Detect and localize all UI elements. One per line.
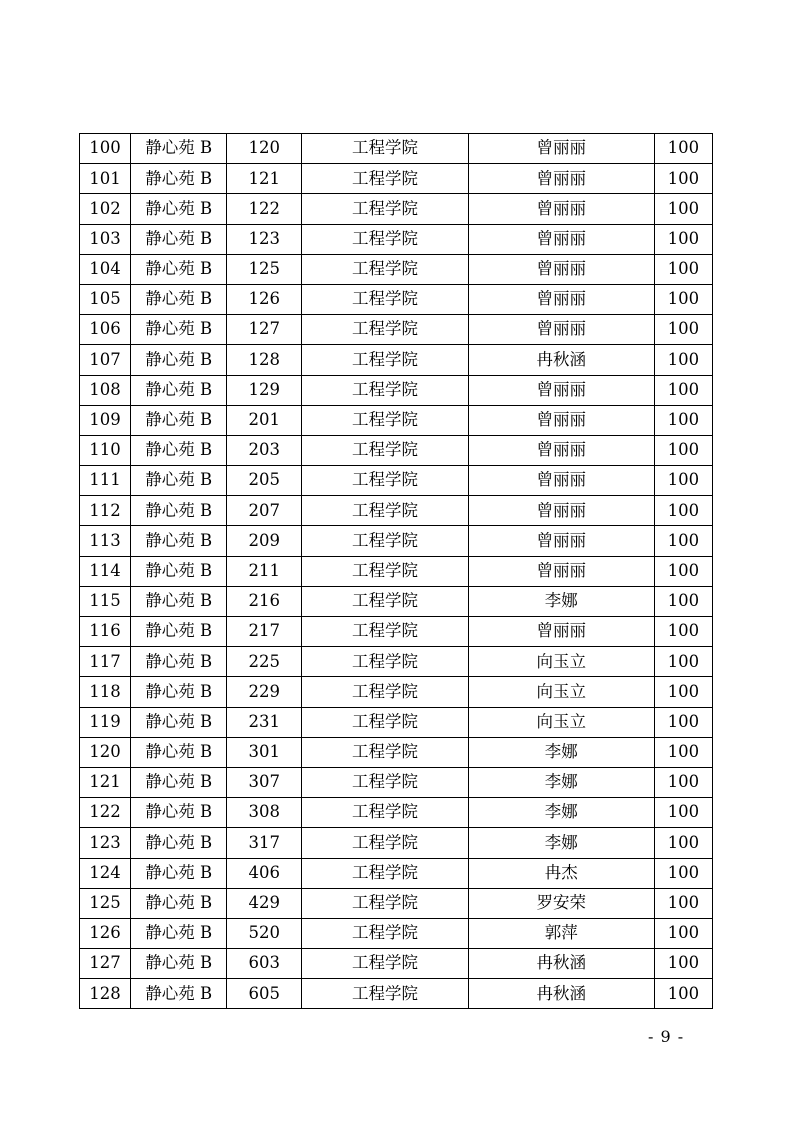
person-name-cell: 曾丽丽 bbox=[468, 315, 654, 345]
table-row bbox=[80, 164, 713, 194]
person-name-cell: 曾丽丽 bbox=[468, 526, 654, 556]
table-row bbox=[80, 466, 713, 496]
table-row bbox=[80, 767, 713, 797]
building-cell: 静心苑 B bbox=[131, 858, 227, 888]
score-cell: 100 bbox=[654, 345, 712, 375]
row-index-cell: 116 bbox=[80, 617, 131, 647]
building-cell: 静心苑 B bbox=[131, 707, 227, 737]
table-row bbox=[80, 949, 713, 979]
room-number-cell: 205 bbox=[227, 466, 302, 496]
table-row bbox=[80, 737, 713, 767]
building-cell: 静心苑 B bbox=[131, 526, 227, 556]
table-row bbox=[80, 979, 713, 1009]
row-index-cell: 126 bbox=[80, 918, 131, 948]
score-cell: 100 bbox=[654, 284, 712, 314]
score-cell: 100 bbox=[654, 224, 712, 254]
college-cell: 工程学院 bbox=[302, 345, 468, 375]
building-cell: 静心苑 B bbox=[131, 315, 227, 345]
college-cell: 工程学院 bbox=[302, 224, 468, 254]
room-number-cell: 301 bbox=[227, 737, 302, 767]
table-row bbox=[80, 798, 713, 828]
college-cell: 工程学院 bbox=[302, 194, 468, 224]
score-cell: 100 bbox=[654, 798, 712, 828]
person-name-cell: 向玉立 bbox=[468, 647, 654, 677]
college-cell: 工程学院 bbox=[302, 979, 468, 1009]
building-cell: 静心苑 B bbox=[131, 134, 227, 164]
building-cell: 静心苑 B bbox=[131, 677, 227, 707]
score-cell: 100 bbox=[654, 707, 712, 737]
room-number-cell: 317 bbox=[227, 828, 302, 858]
score-cell: 100 bbox=[654, 254, 712, 284]
score-cell: 100 bbox=[654, 194, 712, 224]
college-cell: 工程学院 bbox=[302, 526, 468, 556]
room-number-cell: 211 bbox=[227, 556, 302, 586]
building-cell: 静心苑 B bbox=[131, 466, 227, 496]
room-number-cell: 127 bbox=[227, 315, 302, 345]
college-cell: 工程学院 bbox=[302, 828, 468, 858]
room-number-cell: 429 bbox=[227, 888, 302, 918]
college-cell: 工程学院 bbox=[302, 134, 468, 164]
building-cell: 静心苑 B bbox=[131, 737, 227, 767]
row-index-cell: 117 bbox=[80, 647, 131, 677]
college-cell: 工程学院 bbox=[302, 858, 468, 888]
score-cell: 100 bbox=[654, 496, 712, 526]
table-row bbox=[80, 194, 713, 224]
score-cell: 100 bbox=[654, 979, 712, 1009]
person-name-cell: 冉秋涵 bbox=[468, 345, 654, 375]
building-cell: 静心苑 B bbox=[131, 798, 227, 828]
person-name-cell: 冉秋涵 bbox=[468, 979, 654, 1009]
score-cell: 100 bbox=[654, 767, 712, 797]
table-row bbox=[80, 284, 713, 314]
building-cell: 静心苑 B bbox=[131, 345, 227, 375]
row-index-cell: 123 bbox=[80, 828, 131, 858]
person-name-cell: 曾丽丽 bbox=[468, 194, 654, 224]
person-name-cell: 向玉立 bbox=[468, 677, 654, 707]
person-name-cell: 曾丽丽 bbox=[468, 435, 654, 465]
college-cell: 工程学院 bbox=[302, 405, 468, 435]
person-name-cell: 冉杰 bbox=[468, 858, 654, 888]
score-cell: 100 bbox=[654, 405, 712, 435]
table-row bbox=[80, 858, 713, 888]
building-cell: 静心苑 B bbox=[131, 224, 227, 254]
building-cell: 静心苑 B bbox=[131, 164, 227, 194]
building-cell: 静心苑 B bbox=[131, 979, 227, 1009]
college-cell: 工程学院 bbox=[302, 798, 468, 828]
building-cell: 静心苑 B bbox=[131, 918, 227, 948]
table-row bbox=[80, 677, 713, 707]
room-number-cell: 120 bbox=[227, 134, 302, 164]
score-cell: 100 bbox=[654, 435, 712, 465]
row-index-cell: 127 bbox=[80, 949, 131, 979]
college-cell: 工程学院 bbox=[302, 375, 468, 405]
table-row bbox=[80, 315, 713, 345]
row-index-cell: 119 bbox=[80, 707, 131, 737]
score-cell: 100 bbox=[654, 737, 712, 767]
page-number: - 9 - bbox=[648, 1027, 685, 1046]
building-cell: 静心苑 B bbox=[131, 405, 227, 435]
table-row bbox=[80, 888, 713, 918]
building-cell: 静心苑 B bbox=[131, 435, 227, 465]
person-name-cell: 曾丽丽 bbox=[468, 254, 654, 284]
room-number-cell: 122 bbox=[227, 194, 302, 224]
row-index-cell: 105 bbox=[80, 284, 131, 314]
score-cell: 100 bbox=[654, 858, 712, 888]
score-cell: 100 bbox=[654, 918, 712, 948]
score-cell: 100 bbox=[654, 315, 712, 345]
college-cell: 工程学院 bbox=[302, 586, 468, 616]
score-cell: 100 bbox=[654, 375, 712, 405]
table-row bbox=[80, 647, 713, 677]
row-index-cell: 103 bbox=[80, 224, 131, 254]
table-row bbox=[80, 405, 713, 435]
score-cell: 100 bbox=[654, 647, 712, 677]
row-index-cell: 100 bbox=[80, 134, 131, 164]
score-cell: 100 bbox=[654, 526, 712, 556]
person-name-cell: 曾丽丽 bbox=[468, 556, 654, 586]
table-row bbox=[80, 918, 713, 948]
building-cell: 静心苑 B bbox=[131, 375, 227, 405]
row-index-cell: 115 bbox=[80, 586, 131, 616]
table-row bbox=[80, 586, 713, 616]
row-index-cell: 107 bbox=[80, 345, 131, 375]
person-name-cell: 曾丽丽 bbox=[468, 134, 654, 164]
person-name-cell: 李娜 bbox=[468, 767, 654, 797]
score-cell: 100 bbox=[654, 466, 712, 496]
person-name-cell: 罗安荣 bbox=[468, 888, 654, 918]
college-cell: 工程学院 bbox=[302, 707, 468, 737]
person-name-cell: 曾丽丽 bbox=[468, 375, 654, 405]
room-number-cell: 603 bbox=[227, 949, 302, 979]
person-name-cell: 曾丽丽 bbox=[468, 466, 654, 496]
row-index-cell: 114 bbox=[80, 556, 131, 586]
room-number-cell: 229 bbox=[227, 677, 302, 707]
college-cell: 工程学院 bbox=[302, 949, 468, 979]
building-cell: 静心苑 B bbox=[131, 496, 227, 526]
table-row bbox=[80, 707, 713, 737]
table-row bbox=[80, 435, 713, 465]
room-number-cell: 203 bbox=[227, 435, 302, 465]
college-cell: 工程学院 bbox=[302, 737, 468, 767]
person-name-cell: 李娜 bbox=[468, 798, 654, 828]
row-index-cell: 122 bbox=[80, 798, 131, 828]
row-index-cell: 113 bbox=[80, 526, 131, 556]
college-cell: 工程学院 bbox=[302, 435, 468, 465]
person-name-cell: 郭萍 bbox=[468, 918, 654, 948]
college-cell: 工程学院 bbox=[302, 315, 468, 345]
building-cell: 静心苑 B bbox=[131, 617, 227, 647]
college-cell: 工程学院 bbox=[302, 164, 468, 194]
score-cell: 100 bbox=[654, 888, 712, 918]
building-cell: 静心苑 B bbox=[131, 254, 227, 284]
room-number-cell: 123 bbox=[227, 224, 302, 254]
dormitory-score-table bbox=[79, 133, 713, 1009]
score-cell: 100 bbox=[654, 134, 712, 164]
room-number-cell: 209 bbox=[227, 526, 302, 556]
room-number-cell: 128 bbox=[227, 345, 302, 375]
person-name-cell: 李娜 bbox=[468, 586, 654, 616]
room-number-cell: 225 bbox=[227, 647, 302, 677]
college-cell: 工程学院 bbox=[302, 888, 468, 918]
room-number-cell: 307 bbox=[227, 767, 302, 797]
row-index-cell: 124 bbox=[80, 858, 131, 888]
college-cell: 工程学院 bbox=[302, 284, 468, 314]
score-cell: 100 bbox=[654, 586, 712, 616]
college-cell: 工程学院 bbox=[302, 918, 468, 948]
room-number-cell: 406 bbox=[227, 858, 302, 888]
building-cell: 静心苑 B bbox=[131, 647, 227, 677]
room-number-cell: 121 bbox=[227, 164, 302, 194]
row-index-cell: 128 bbox=[80, 979, 131, 1009]
room-number-cell: 201 bbox=[227, 405, 302, 435]
college-cell: 工程学院 bbox=[302, 496, 468, 526]
college-cell: 工程学院 bbox=[302, 617, 468, 647]
row-index-cell: 121 bbox=[80, 767, 131, 797]
building-cell: 静心苑 B bbox=[131, 284, 227, 314]
room-number-cell: 308 bbox=[227, 798, 302, 828]
table-row bbox=[80, 224, 713, 254]
college-cell: 工程学院 bbox=[302, 767, 468, 797]
table-body bbox=[80, 134, 713, 1009]
person-name-cell: 李娜 bbox=[468, 737, 654, 767]
building-cell: 静心苑 B bbox=[131, 949, 227, 979]
row-index-cell: 120 bbox=[80, 737, 131, 767]
row-index-cell: 112 bbox=[80, 496, 131, 526]
room-number-cell: 207 bbox=[227, 496, 302, 526]
row-index-cell: 111 bbox=[80, 466, 131, 496]
building-cell: 静心苑 B bbox=[131, 194, 227, 224]
college-cell: 工程学院 bbox=[302, 556, 468, 586]
room-number-cell: 605 bbox=[227, 979, 302, 1009]
row-index-cell: 118 bbox=[80, 677, 131, 707]
person-name-cell: 冉秋涵 bbox=[468, 949, 654, 979]
table-row bbox=[80, 375, 713, 405]
room-number-cell: 216 bbox=[227, 586, 302, 616]
table-row bbox=[80, 134, 713, 164]
person-name-cell: 李娜 bbox=[468, 828, 654, 858]
score-cell: 100 bbox=[654, 828, 712, 858]
row-index-cell: 102 bbox=[80, 194, 131, 224]
row-index-cell: 109 bbox=[80, 405, 131, 435]
row-index-cell: 104 bbox=[80, 254, 131, 284]
college-cell: 工程学院 bbox=[302, 647, 468, 677]
room-number-cell: 125 bbox=[227, 254, 302, 284]
row-index-cell: 125 bbox=[80, 888, 131, 918]
room-number-cell: 126 bbox=[227, 284, 302, 314]
building-cell: 静心苑 B bbox=[131, 828, 227, 858]
table-row bbox=[80, 496, 713, 526]
building-cell: 静心苑 B bbox=[131, 586, 227, 616]
table-row bbox=[80, 556, 713, 586]
person-name-cell: 向玉立 bbox=[468, 707, 654, 737]
room-number-cell: 231 bbox=[227, 707, 302, 737]
building-cell: 静心苑 B bbox=[131, 767, 227, 797]
person-name-cell: 曾丽丽 bbox=[468, 496, 654, 526]
room-number-cell: 217 bbox=[227, 617, 302, 647]
college-cell: 工程学院 bbox=[302, 466, 468, 496]
row-index-cell: 106 bbox=[80, 315, 131, 345]
person-name-cell: 曾丽丽 bbox=[468, 284, 654, 314]
college-cell: 工程学院 bbox=[302, 677, 468, 707]
table-row bbox=[80, 828, 713, 858]
score-cell: 100 bbox=[654, 617, 712, 647]
college-cell: 工程学院 bbox=[302, 254, 468, 284]
score-cell: 100 bbox=[654, 677, 712, 707]
table-row bbox=[80, 254, 713, 284]
score-cell: 100 bbox=[654, 556, 712, 586]
building-cell: 静心苑 B bbox=[131, 888, 227, 918]
person-name-cell: 曾丽丽 bbox=[468, 617, 654, 647]
score-cell: 100 bbox=[654, 949, 712, 979]
row-index-cell: 110 bbox=[80, 435, 131, 465]
row-index-cell: 101 bbox=[80, 164, 131, 194]
person-name-cell: 曾丽丽 bbox=[468, 405, 654, 435]
building-cell: 静心苑 B bbox=[131, 556, 227, 586]
person-name-cell: 曾丽丽 bbox=[468, 164, 654, 194]
row-index-cell: 108 bbox=[80, 375, 131, 405]
table-row bbox=[80, 526, 713, 556]
room-number-cell: 129 bbox=[227, 375, 302, 405]
score-cell: 100 bbox=[654, 164, 712, 194]
room-number-cell: 520 bbox=[227, 918, 302, 948]
person-name-cell: 曾丽丽 bbox=[468, 224, 654, 254]
table-row bbox=[80, 617, 713, 647]
table-row bbox=[80, 345, 713, 375]
